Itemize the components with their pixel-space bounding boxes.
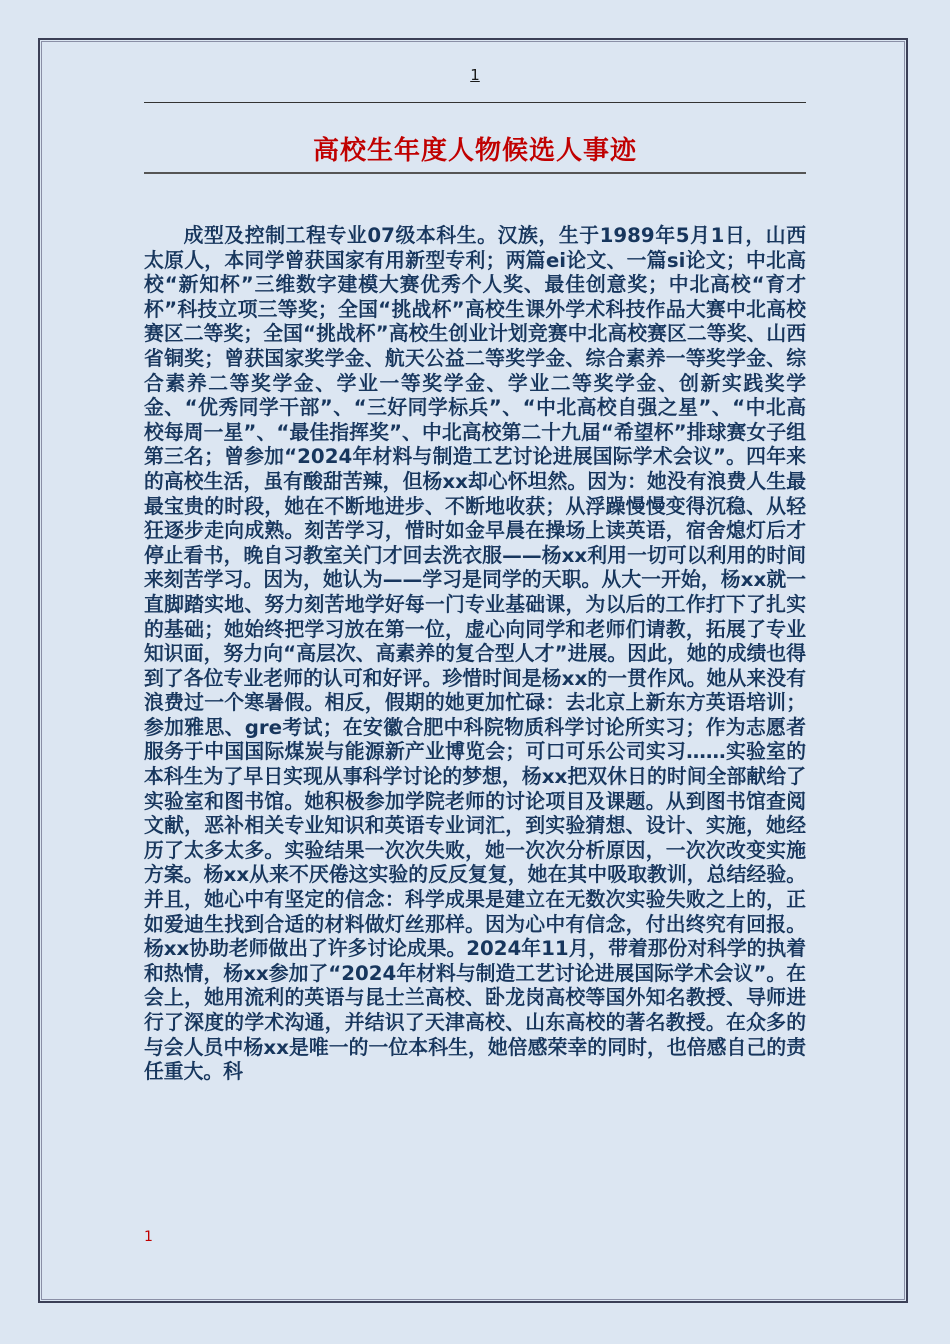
header-page-number: 1 — [470, 66, 480, 84]
footer-page-number: 1 — [144, 1229, 153, 1245]
header-divider — [144, 102, 806, 103]
body-paragraph: 成型及控制工程专业07级本科生。汉族，生于1989年5月1日，山西太原人，本同学曾获国家有用新型专利；两篇ei论文、一篇si论文；中北高校“新知杯”三维数字建模大赛优秀个人奖、最佳创意奖；中北高校“育才杯”科技立项三等奖；全国“挑战杯”高校生课外学术科技作品大赛中北高校赛区二等奖；全国“挑战杯”高校生创业计划竞赛中北高校赛区二等奖、山西省铜奖；曾获国家奖学金、航天公益二等奖学金、综合素养一等奖学金、综合素养二等奖学金、学业一等奖学金、学业二等奖学金、创新实践奖学金、“优秀同学干部”、“三好同学标兵”、“中北高校自强之星”、“中北高校每周一星”、“最佳指挥奖”、中北高校第二十九届“希望杯”排球赛女子组第三名；曾参加“2024年材料与制造工艺讨论进展国际学术会议”。四年来的高校生活，虽有酸甜苦辣，但杨xx却心怀坦然。因为：她没有浪费人生最最宝贵的时段，她在不断地进步、不断地收获；从浮躁慢慢变得沉稳、从轻狂逐步走向成熟。刻苦学习，惜时如金早晨在操场上读英语，宿舍熄灯后才停止看书，晚自习教室关门才回去洗衣服——杨xx利用一切可以利用的时间来刻苦学习。因为，她认为——学习是同学的天职。从大一开始，杨xx就一直脚踏实地、努力刻苦地学好每一门专业基础课，为以后的工作打下了扎实的基础；她始终把学习放在第一位，虚心向同学和老师们请教，拓展了专业知识面，努力向“高层次、高素养的复合型人才”进展。因此，她的成绩也得到了各位专业老师的认可和好评。珍惜时间是杨xx的一贯作风。她从来没有浪费过一个寒暑假。相反，假期的她更加忙碌：去北京上新东方英语培训；参加雅思、gre考试；在安徽合肥中科院物质科学讨论所实习；作为志愿者服务于中国国际煤炭与能源新产业博览会；可口可乐公司实习……实验室的本科生为了早日实现从事科学讨论的梦想，杨xx把双休日的时间全部献给了实验室和图书馆。她积极参加学院老师的讨论项目及课题。从到图书馆查阅文献，恶补相关专业知识和英语专业词汇，到实验猜想、设计、实施，她经历了太多太多。实验结果一次次失败，她一次次分析原因，一次次改变实施方案。杨xx从来不厌倦这实验的反反复复，她在其中吸取教训，总结经验。并且，她心中有坚定的信念：科学成果是建立在无数次实验失败之上的，正如爱迪生找到合适的材料做灯丝那样。因为心中有信念，付出终究有回报。杨xx协助老师做出了许多讨论成果。2024年11月，带着那份对科学的执着和热情，杨xx参加了“2024年材料与制造工艺讨论进展国际学术会议”。在会上，她用流利的英语与昆士兰高校、卧龙岗高校等国外知名教授、导师进行了深度的学术沟通，并结识了天津高校、山东高校的著名教授。在众多的与会人员中杨xx是唯一的一位本科生，她倍感荣幸的同时，也倍感自己的责任重大。科 — [144, 224, 806, 1084]
document-title: 高校生年度人物候选人事迹 — [312, 136, 637, 166]
title-divider — [144, 172, 806, 174]
